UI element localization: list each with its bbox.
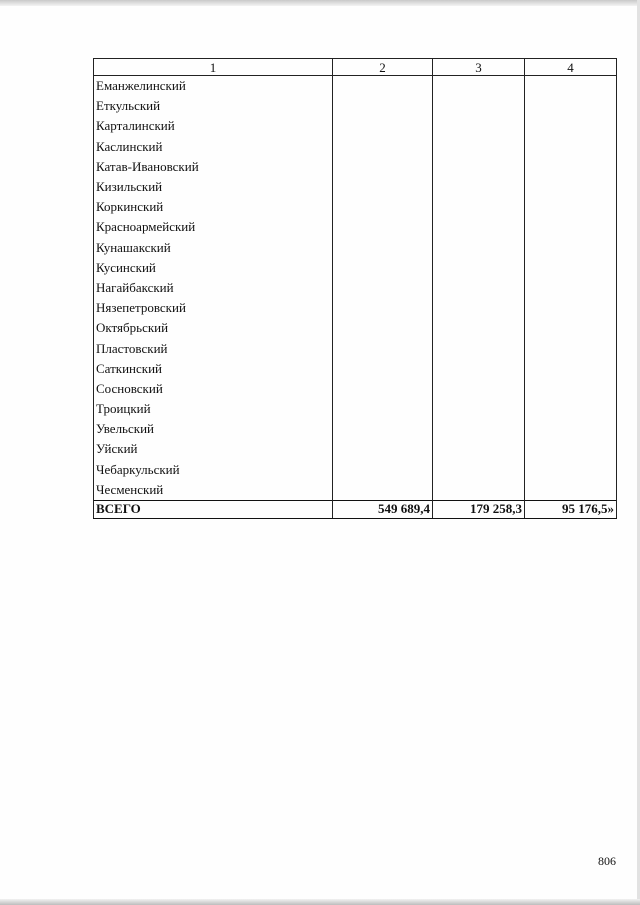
total-value-col4: 95 176,5» — [525, 500, 617, 518]
table-row — [94, 379, 617, 399]
table-row — [94, 298, 617, 318]
district-name-cell: Саткинский — [94, 359, 333, 379]
value-cell-2 — [333, 157, 433, 177]
scan-edge-bottom — [0, 899, 640, 905]
table-row — [94, 197, 617, 217]
value-cell-4 — [525, 359, 617, 379]
value-cell-3 — [433, 197, 525, 217]
value-cell-3 — [433, 399, 525, 419]
value-cell-3 — [433, 76, 525, 97]
value-cell-3 — [433, 480, 525, 501]
value-cell-4 — [525, 116, 617, 136]
value-cell-4 — [525, 137, 617, 157]
header-cell-1: 1 — [94, 59, 333, 76]
value-cell-4 — [525, 258, 617, 278]
value-cell-4 — [525, 439, 617, 459]
total-value-col2: 549 689,4 — [333, 500, 433, 518]
table-row — [94, 399, 617, 419]
total-row — [94, 500, 617, 518]
value-cell-2 — [333, 197, 433, 217]
table-row — [94, 419, 617, 439]
table-row — [94, 238, 617, 258]
value-cell-2 — [333, 278, 433, 298]
page-number: 806 — [598, 854, 616, 868]
value-cell-2 — [333, 338, 433, 358]
total-value-col3: 179 258,3 — [433, 500, 525, 518]
value-cell-3 — [433, 359, 525, 379]
value-cell-3 — [433, 217, 525, 237]
district-name-cell: Кусинский — [94, 258, 333, 278]
value-cell-3 — [433, 338, 525, 358]
table-header-row — [94, 59, 617, 76]
table-row — [94, 177, 617, 197]
value-cell-2 — [333, 480, 433, 501]
value-cell-2 — [333, 460, 433, 480]
district-name-cell: Коркинский — [94, 197, 333, 217]
district-name-cell: Нагайбакский — [94, 278, 333, 298]
district-name-cell: Нязепетровский — [94, 298, 333, 318]
value-cell-3 — [433, 439, 525, 459]
value-cell-4 — [525, 298, 617, 318]
value-cell-3 — [433, 96, 525, 116]
value-cell-2 — [333, 76, 433, 97]
value-cell-2 — [333, 379, 433, 399]
value-cell-4 — [525, 338, 617, 358]
value-cell-3 — [433, 278, 525, 298]
district-name-cell: Еманжелинский — [94, 76, 333, 97]
table-row — [94, 76, 617, 97]
value-cell-2 — [333, 419, 433, 439]
header-cell-2: 2 — [333, 59, 433, 76]
district-name-cell: Сосновский — [94, 379, 333, 399]
district-name-cell: Октябрьский — [94, 318, 333, 338]
table-row — [94, 116, 617, 136]
value-cell-4 — [525, 278, 617, 298]
district-name-cell: Еткульский — [94, 96, 333, 116]
scan-edge-top — [0, 0, 640, 6]
table-row — [94, 439, 617, 459]
district-name-cell: Кизильский — [94, 177, 333, 197]
value-cell-4 — [525, 177, 617, 197]
value-cell-4 — [525, 399, 617, 419]
value-cell-3 — [433, 379, 525, 399]
value-cell-4 — [525, 379, 617, 399]
table-row — [94, 318, 617, 338]
value-cell-4 — [525, 419, 617, 439]
value-cell-2 — [333, 359, 433, 379]
district-name-cell: Троицкий — [94, 399, 333, 419]
district-name-cell: Красноармейский — [94, 217, 333, 237]
district-name-cell: Катав-Ивановский — [94, 157, 333, 177]
district-name-cell: Каслинский — [94, 137, 333, 157]
value-cell-3 — [433, 116, 525, 136]
value-cell-2 — [333, 238, 433, 258]
value-cell-4 — [525, 197, 617, 217]
table-row — [94, 338, 617, 358]
table-row — [94, 278, 617, 298]
district-name-cell: Чебаркульский — [94, 460, 333, 480]
value-cell-4 — [525, 480, 617, 501]
value-cell-3 — [433, 157, 525, 177]
value-cell-2 — [333, 399, 433, 419]
table-row — [94, 157, 617, 177]
value-cell-3 — [433, 419, 525, 439]
value-cell-4 — [525, 157, 617, 177]
value-cell-2 — [333, 116, 433, 136]
table-row — [94, 217, 617, 237]
value-cell-2 — [333, 217, 433, 237]
value-cell-3 — [433, 177, 525, 197]
table-row — [94, 460, 617, 480]
table-row — [94, 480, 617, 501]
value-cell-4 — [525, 238, 617, 258]
table-row — [94, 258, 617, 278]
district-name-cell: Кунашакский — [94, 238, 333, 258]
data-table — [93, 58, 617, 519]
value-cell-2 — [333, 137, 433, 157]
value-cell-2 — [333, 258, 433, 278]
district-name-cell: Чесменский — [94, 480, 333, 501]
table-row — [94, 137, 617, 157]
value-cell-2 — [333, 318, 433, 338]
value-cell-2 — [333, 298, 433, 318]
value-cell-3 — [433, 137, 525, 157]
header-cell-4: 4 — [525, 59, 617, 76]
district-name-cell: Пластовский — [94, 338, 333, 358]
total-label-cell: ВСЕГО — [94, 500, 333, 518]
value-cell-2 — [333, 177, 433, 197]
header-cell-3: 3 — [433, 59, 525, 76]
value-cell-4 — [525, 76, 617, 97]
value-cell-4 — [525, 96, 617, 116]
district-name-cell: Уйский — [94, 439, 333, 459]
value-cell-3 — [433, 258, 525, 278]
value-cell-2 — [333, 96, 433, 116]
value-cell-4 — [525, 460, 617, 480]
table-row — [94, 96, 617, 116]
value-cell-3 — [433, 318, 525, 338]
value-cell-2 — [333, 439, 433, 459]
district-name-cell: Увельский — [94, 419, 333, 439]
value-cell-4 — [525, 318, 617, 338]
district-name-cell: Карталинский — [94, 116, 333, 136]
table-row — [94, 359, 617, 379]
value-cell-3 — [433, 298, 525, 318]
value-cell-3 — [433, 460, 525, 480]
value-cell-4 — [525, 217, 617, 237]
value-cell-3 — [433, 238, 525, 258]
